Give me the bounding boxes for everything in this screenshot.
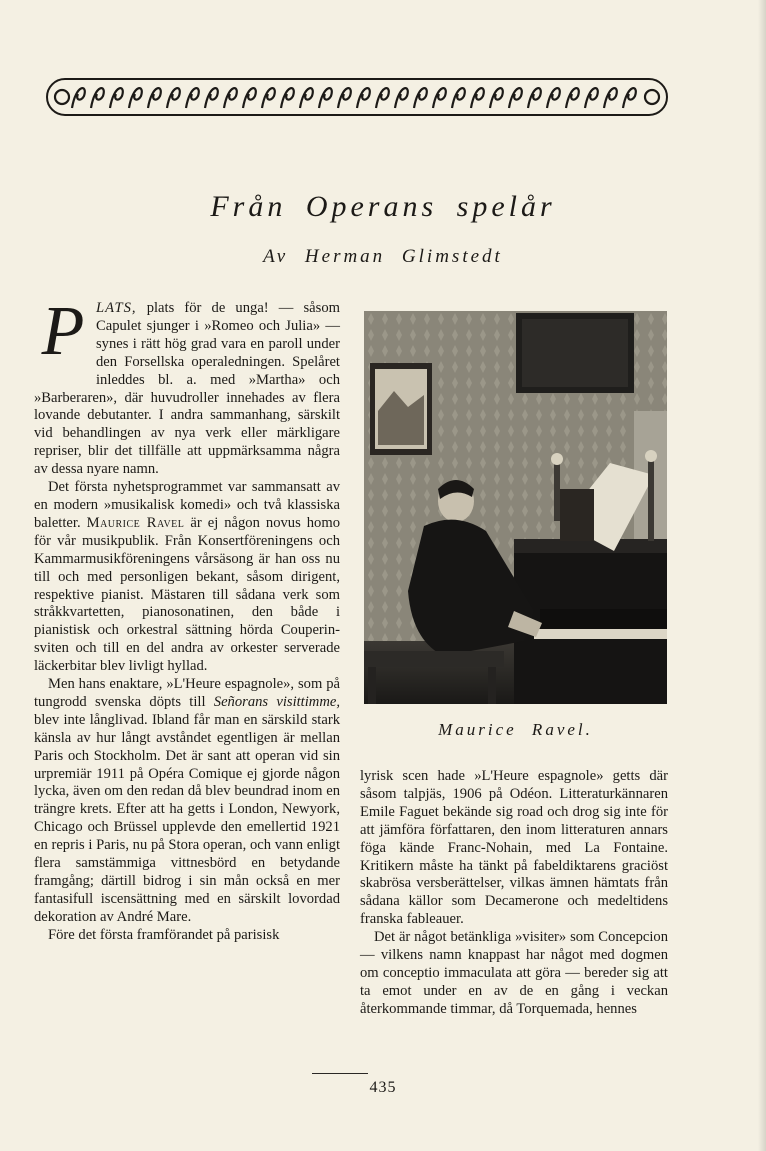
paragraph-intro	[34, 293, 340, 479]
drop-cap-letter: P	[41, 293, 85, 370]
paragraph-text: plats för de unga! — såsom Capulet sjunger i »Romeo och Julia» — synes i rätt hög grad vara en paroll under den Forsellska operaledningen. Spelåret inleddes bl. a. med »Martha» och »Barberaren», där huvudroller innehades av flera lovande debutanter. I andra sammanhang, särskilt vid behandlingen av nya verk eller märkligare repriser, blir det tillfälle att uppmärksamma några av dessa nyare namn.	[34, 300, 340, 478]
left-text-column	[34, 293, 340, 945]
page-number-rule	[312, 1073, 368, 1074]
paragraph-ravel-intro: Det första nyhetsprogrammet var sammansatt av en modern »musikalisk komedi» och två klassiska baletter. Maurice Ravel är ej någon novus homo för vår musikpublik. Från Konsertföreningens och Kammarmusikföreningens vårsäsong är han oss nu till och med personligen bekant, såsom dirigent, respektive pianist. Mästaren till sådana verk som stråkkvartetten, pianosonatinen, den både i pianistisk och orkestral sättning hörda Couperin-sviten och till en del andra av orkester serverade läckerbitar blev livligt hyllad.	[34, 479, 340, 675]
article-byline: Av Herman Glimstedt	[263, 246, 503, 267]
paragraph-continues: Före det första framförandet på parisisk	[48, 926, 280, 943]
piano-photo-illustration	[364, 311, 667, 704]
photo-caption: Maurice Ravel.	[438, 720, 593, 739]
right-text-column	[360, 768, 668, 1019]
paragraph-concepcion: Det är något betänkliga »visiter» som Concepcion — vilkens namn knappast har något med dogmen om conceptio immaculata att göra — bereder sig att ta emot under en av de en gång i veckan återkommande timmar, då Torquemada, hennes	[360, 929, 668, 1017]
page-edge-shadow	[758, 0, 766, 1151]
article-title: Från Operans spelår	[210, 190, 556, 223]
paragraph-heure-espagnole: Men hans enaktare, »L'Heure espagnole», som på tungrodd svenska döpts till Señorans visittimme, blev inte långlivad. Ibland får man en särskild stark känsla av hur långt avståndet egentligen är mellan Paris och Stockholm. Det är sant att operan vid sin urpremiär 1911 på Opéra Comique ej gjorde någon lycka, även om den redan då blev beundrad inom en trängre krets. Efter att ha getts i London, Newyork, Chicago och Brüssel upplevde den emellertid 1921 en repris i Paris, nu på Stora operan, och vann enligt flera samstämmiga vittnesbörd en betydande framgång; därtill bidrog i sin mån också en mer fantasifull iscensättning med en särskilt lovordad dekoration av André Mare.	[34, 676, 340, 925]
page-number: 435	[369, 1079, 397, 1096]
name-maurice-ravel: Maurice Ravel	[86, 514, 185, 531]
paragraph-faguet: lyrisk scen hade »L'Heure espagnole» getts där såsom talpjäs, 1906 på Odéon. Litteraturkännaren Emile Faguet bekände sig road och drog sig inte för att jämföra författaren, den inom litteraturen annars föga kände Franc-Nohain, med La Fontaine. Kritikern måste ha tänkt på fabeldiktarens graciöst skabrösa versberättelser, vilkas ämnen hämtats från sådana källor som Decamerone och medeltidens franska fableauer.	[360, 768, 668, 928]
photo-ravel-at-piano	[364, 311, 667, 704]
decorative-scroll-border	[46, 78, 668, 116]
opening-word: LATS,	[96, 300, 137, 316]
italic-title: Señorans visittimme,	[213, 693, 340, 710]
